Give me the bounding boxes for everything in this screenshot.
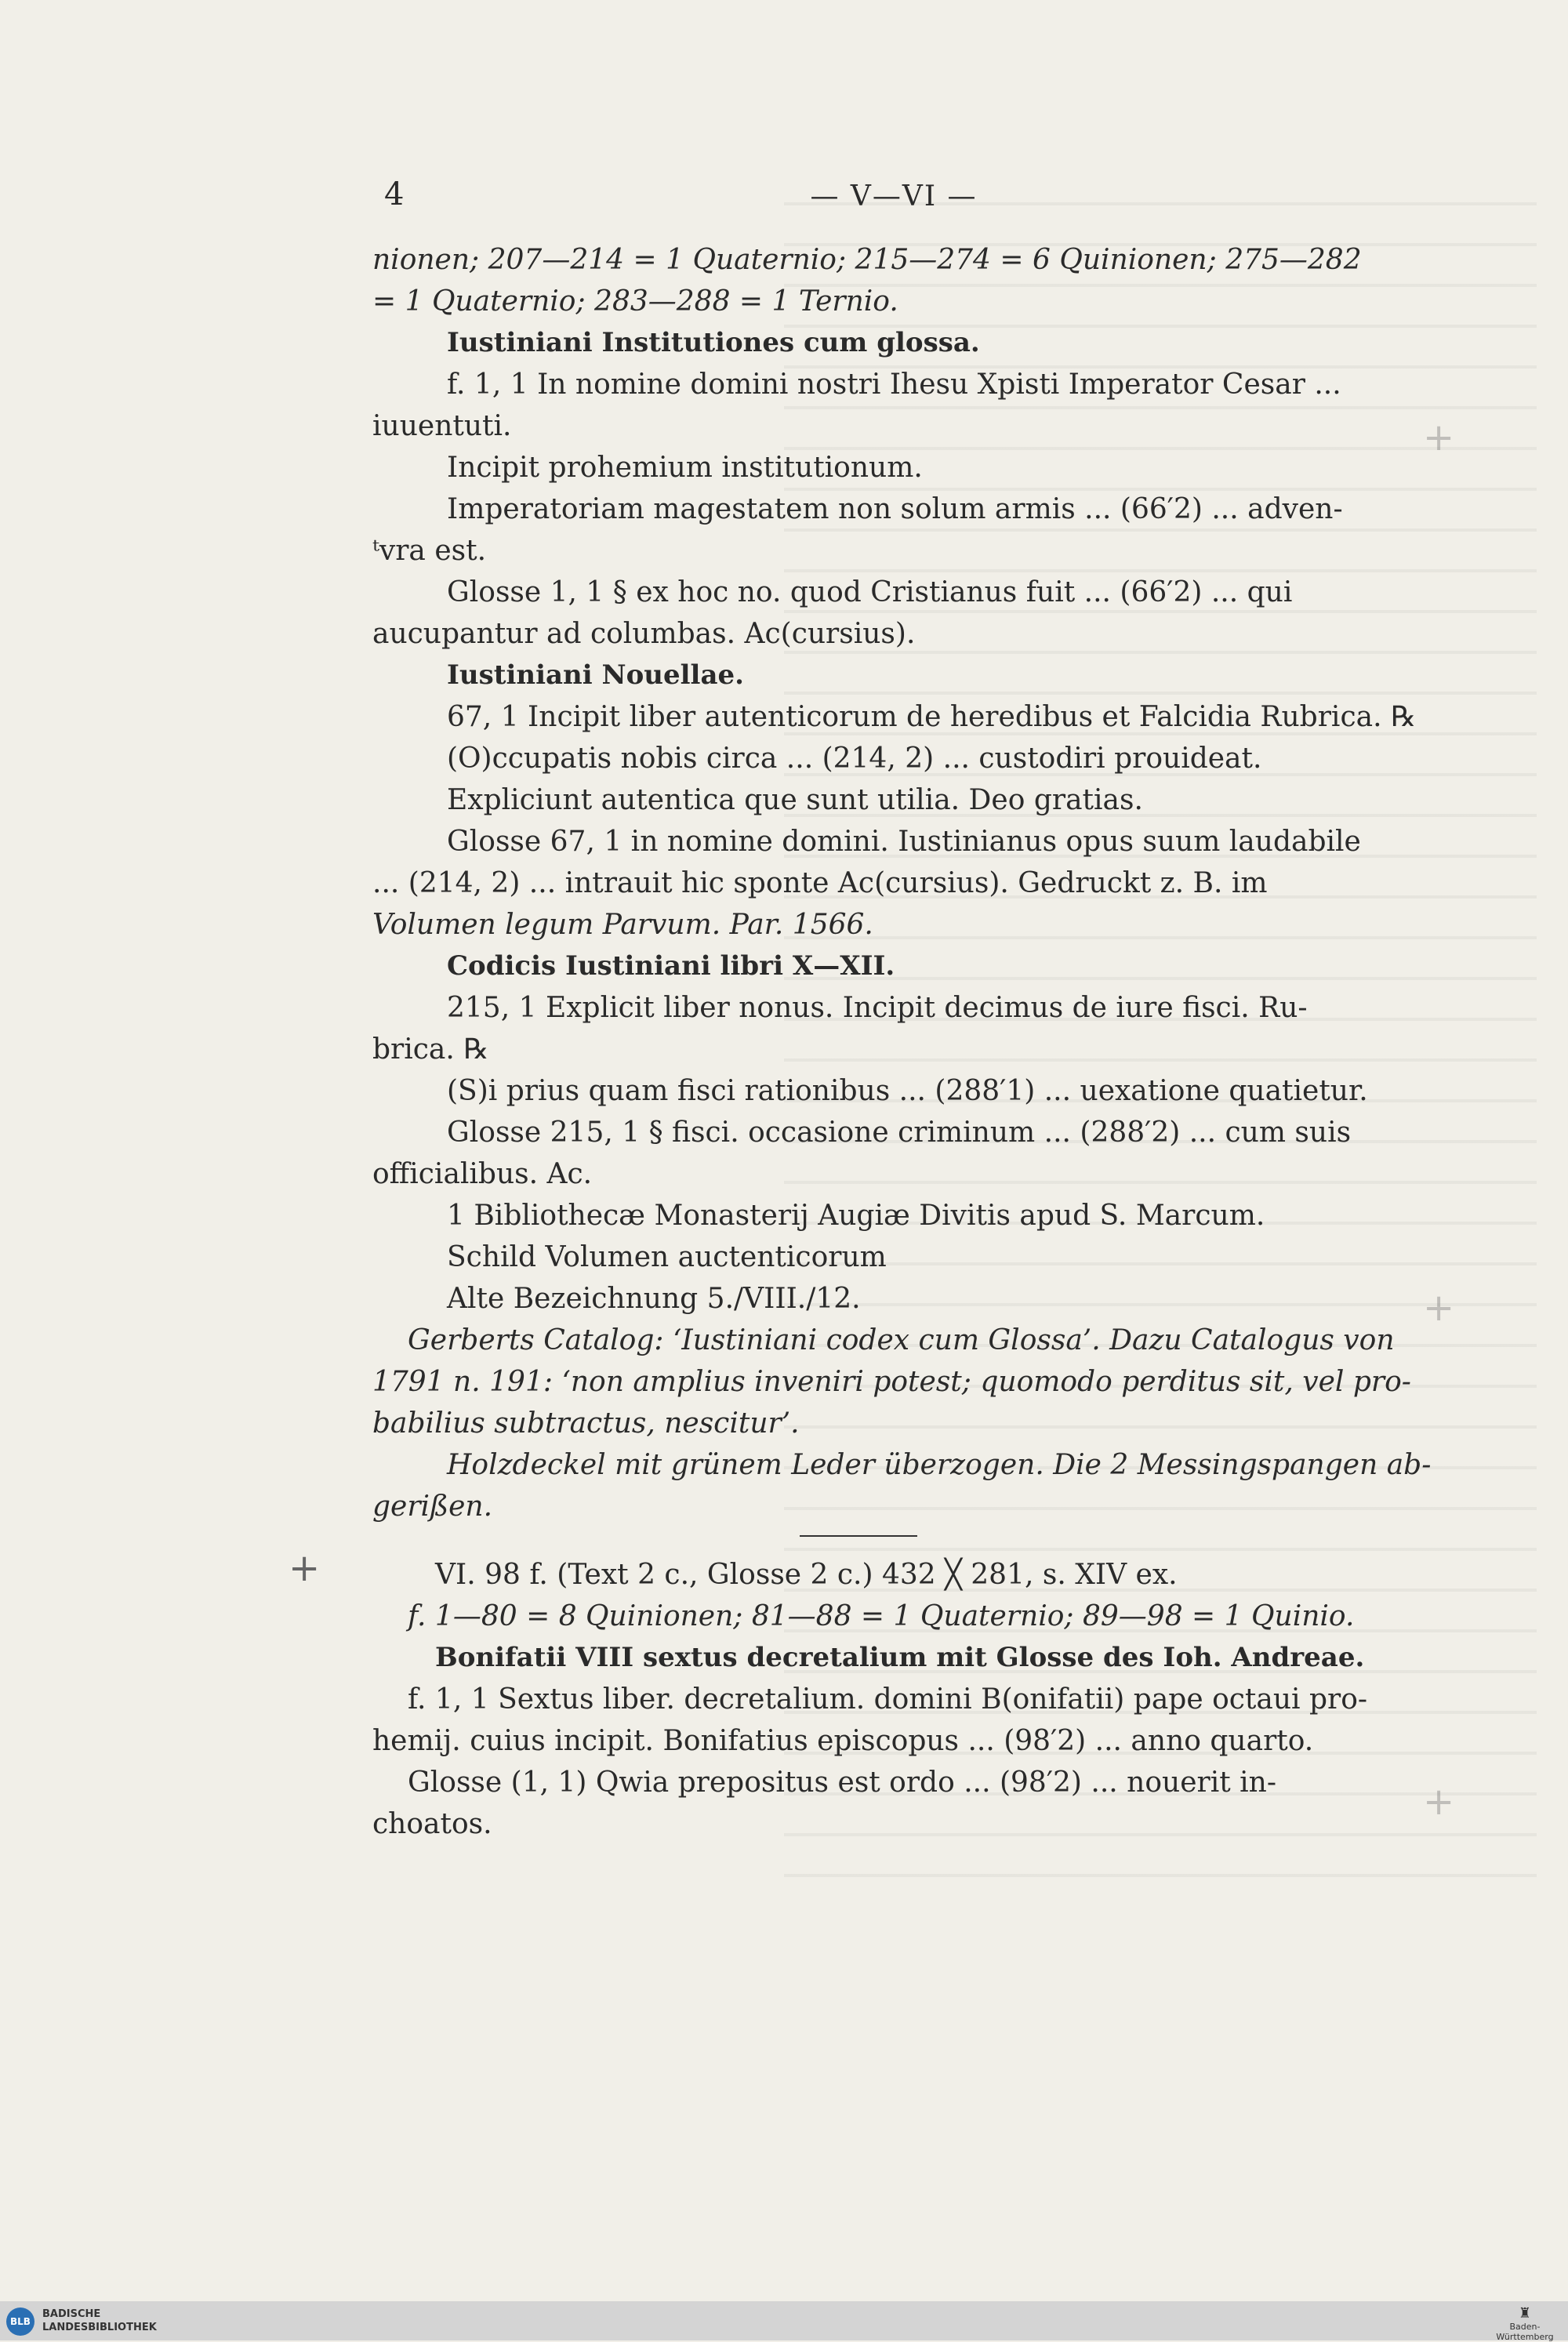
text-line: Incipit prohemium institutionum. (447, 452, 923, 484)
running-head: — V—VI — (810, 180, 978, 212)
body-text (372, 239, 1432, 1845)
text-line: Volumen legum Parvum. Par. 1566. (372, 909, 873, 941)
library-name-line2: LANDESBIBLIOTHEK (42, 2322, 157, 2333)
text-line: gerißen. (372, 1491, 493, 1523)
registration-mark-right-2: + (1423, 1286, 1455, 1330)
text-line: 67, 1 Incipit liber autenticorum de heredibus et Falcidia Rubrica. ℞ (447, 701, 1417, 733)
state-mark (1490, 2306, 1560, 2342)
state-name: Baden-Württemberg (1496, 2322, 1554, 2342)
registration-mark-right-3: + (1423, 1780, 1455, 1824)
text-line: babilius subtractus, nescitur’. (372, 1407, 800, 1440)
text-line: iuuentuti. (372, 410, 512, 442)
text-line: Holzdeckel mit grünem Leder überzogen. Die 2 Messingspangen ab- (447, 1449, 1432, 1481)
text-line: = 1 Quaternio; 283—288 = 1 Ternio. (372, 285, 898, 318)
text-line: 215, 1 Explicit liber nonus. Incipit decimus de iure fisci. Ru- (447, 992, 1308, 1024)
text-line: 1 Bibliothecæ Monasterij Augiæ Divitis apud S. Marcum. (447, 1200, 1265, 1232)
coat-of-arms-icon: ♜ (1518, 2305, 1532, 2322)
text-line: nionen; 207—214 = 1 Quaternio; 215—274 = 6 Quinionen; 275—282 (372, 244, 1362, 276)
text-line: Glosse 215, 1 § fisci. occasione criminum ... (288′2) ... cum suis (447, 1117, 1352, 1149)
text-line: 1791 n. 191: ‘non amplius inveniri potest; quomodo perditus sit, vel pro- (372, 1366, 1411, 1398)
section-divider (800, 1535, 917, 1537)
text-line: officialibus. Ac. (372, 1158, 593, 1190)
text-line: choatos. (372, 1808, 492, 1840)
text-line: Glosse (1, 1) Qwia prepositus est ordo ... (98′2) ... nouerit in- (408, 1766, 1277, 1799)
text-line: ᵗvra est. (372, 535, 487, 567)
library-logo: BLB (6, 2308, 34, 2336)
text-line: Imperatoriam magestatem non solum armis ... (66′2) ... adven- (447, 493, 1343, 525)
page-header (384, 176, 1403, 223)
text-line: Bonifatii VIII sextus decretalium mit Glosse des Ioh. Andreae. (435, 1642, 1365, 1673)
text-line: Alte Bezeichnung 5./VIII./12. (447, 1283, 861, 1315)
text-line: f. 1, 1 In nomine domini nostri Ihesu Xpisti Imperator Cesar ... (447, 369, 1341, 401)
text-line: Iustiniani Nouellae. (447, 659, 744, 691)
registration-mark-right-1: + (1423, 416, 1455, 459)
page-number: 4 (384, 176, 405, 212)
text-line: f. 1—80 = 8 Quinionen; 81—88 = 1 Quaternio; 89—98 = 1 Quinio. (408, 1600, 1355, 1632)
text-line: (S)i prius quam fisci rationibus ... (288′1) ... uexatione quatietur. (447, 1075, 1368, 1107)
text-line: VI. 98 f. (Text 2 c., Glosse 2 c.) 432 ╳ 281, s. XIV ex. (435, 1559, 1178, 1591)
library-name-line1: BADISCHE (42, 2308, 101, 2320)
text-line: brica. ℞ (372, 1033, 489, 1066)
text-line: hemij. cuius incipit. Bonifatius episcopus ... (98′2) ... anno quarto. (372, 1725, 1314, 1757)
text-line: Codicis Iustiniani libri X—XII. (447, 950, 895, 982)
registration-mark-left: + (289, 1546, 321, 1590)
text-line: ... (214, 2) ... intrauit hic sponte Ac(cursius). Gedruckt z. B. im (372, 867, 1268, 899)
text-line: Gerberts Catalog: ‘Iustiniani codex cum Glossa’. Dazu Catalogus von (408, 1324, 1395, 1356)
footer-bar (0, 2301, 1568, 2340)
text-line: Glosse 1, 1 § ex hoc no. quod Cristianus fuit ... (66′2) ... qui (447, 576, 1293, 608)
text-line: Expliciunt autentica que sunt utilia. Deo gratias. (447, 784, 1143, 816)
text-line: aucupantur ad columbas. Ac(cursius). (372, 618, 916, 650)
text-line: Glosse 67, 1 in nomine domini. Iustinianus opus suum laudabile (447, 826, 1361, 858)
text-line: Iustiniani Institutiones cum glossa. (447, 327, 980, 358)
text-line: (O)ccupatis nobis circa ... (214, 2) ... custodiri prouideat. (447, 743, 1262, 775)
text-line: f. 1, 1 Sextus liber. decretalium. domini B(onifatii) pape octaui pro- (408, 1683, 1368, 1716)
text-line: Schild Volumen auctenticorum (447, 1241, 887, 1273)
